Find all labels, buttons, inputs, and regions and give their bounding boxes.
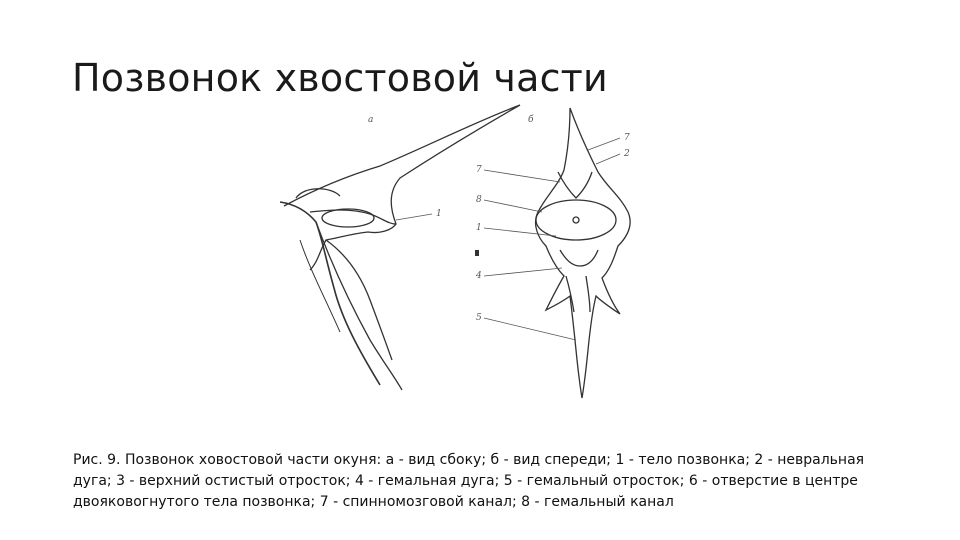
figure-caption: Рис. 9. Позвонок ховостовой части окуня: а - вид сбоку; б - вид спереди; 1 - тело позвонка; 2 - невральная дуга; 3 - верхний остистый отросток; 4 - гемальная дуга; 5 - гемальный отросток; 6 - отверстие в центре двояковогнутого тела позвонка; 7 - спинномозговой канал; 8 - гемальный канал: [73, 452, 865, 510]
slide-title: Позвонок хвостовой части: [72, 56, 608, 100]
label-b-4: 4: [476, 271, 482, 281]
label-b-5: 5: [476, 313, 482, 323]
panel-a-label: а: [368, 115, 374, 125]
label-b-7: 7: [624, 133, 630, 143]
label-b-7-left: 7: [476, 165, 482, 175]
panel-b-label: б: [528, 115, 534, 125]
label-b-2: 2: [624, 149, 630, 159]
label-b-8: 8: [476, 195, 482, 205]
vertebra-figure: [270, 100, 670, 400]
vertebra-side-view: [280, 105, 520, 390]
vertebra-front-view: [536, 108, 631, 398]
label-side-1: 1: [436, 209, 442, 219]
label-b-marker: [475, 250, 479, 256]
label-b-1: 1: [476, 223, 482, 233]
